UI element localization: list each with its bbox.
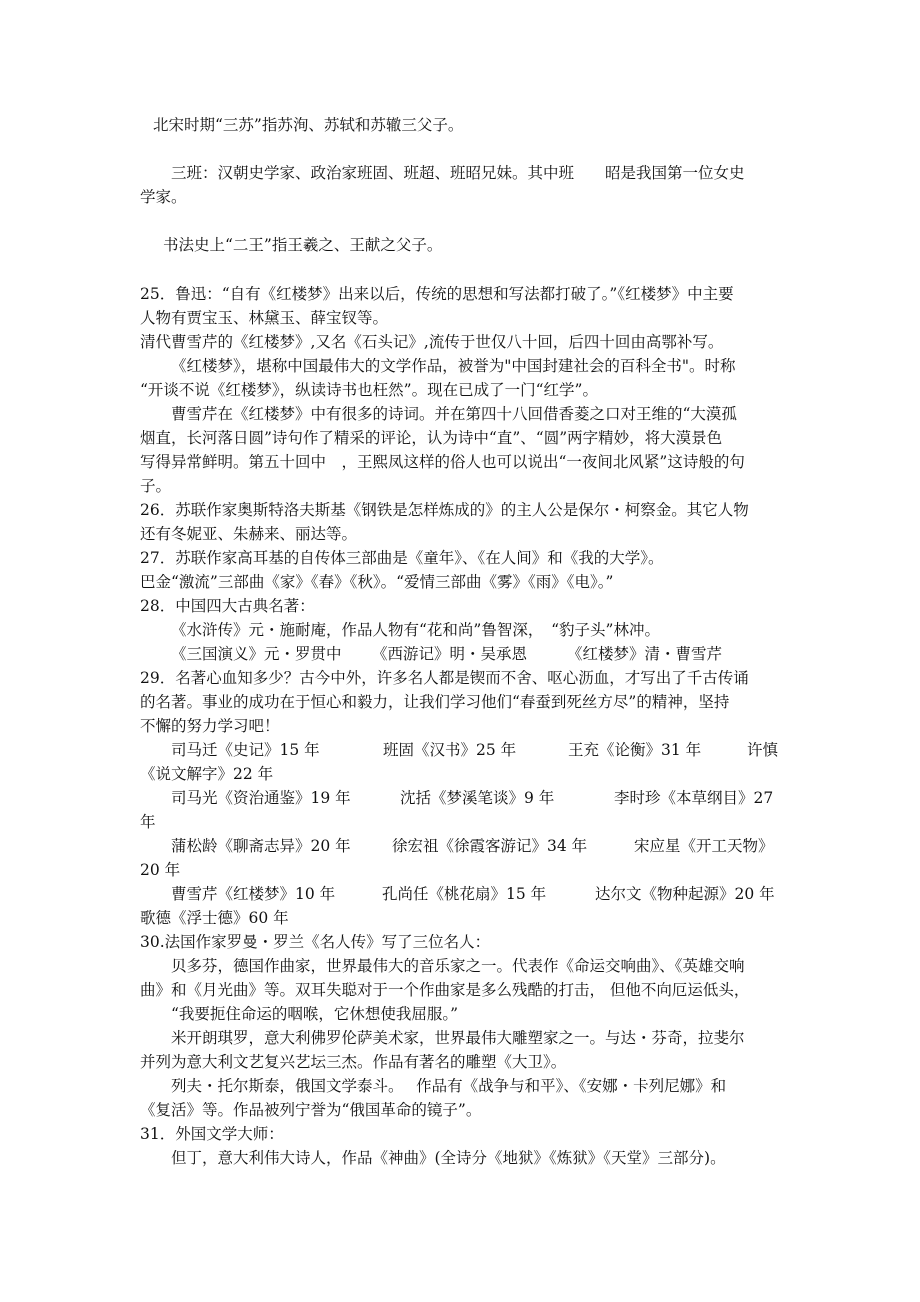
text-line: 30.法国作家罗曼・罗兰《名人传》写了三位名人：: [140, 933, 491, 951]
text-line: 贝多芬，德国作曲家，世界最伟大的音乐家之一。代表作《命运交响曲》、《英雄交响: [171, 957, 745, 975]
row-cell: 蒲松龄《聊斋志异》20 年: [171, 837, 351, 855]
text-line: “开谈不说《红楼梦》，纵读诗书也枉然”。现在已成了一门“红学”。: [140, 381, 598, 399]
text-line: 《说文解字》22 年: [140, 765, 274, 783]
text-line: 巴金“激流”三部曲《家》《春》《秋》。“爱情三部曲《雾》《雨》《电》。”: [140, 573, 614, 591]
row-cell: 沈括《梦溪笔谈》9 年: [400, 789, 555, 807]
text-line: 20 年: [140, 861, 181, 879]
text-line: 人物有贾宝玉、林黛玉、薛宝钗等。: [140, 309, 389, 327]
text-line: 三班：汉朝史学家、政治家班固、班超、班昭兄妹。其中班 昭是我国第一位女史: [171, 164, 745, 182]
row-cell: 王充《论衡》31 年: [568, 741, 702, 759]
row-cell: 许慎: [747, 741, 779, 759]
row-cell: 宋应星《开工天物》: [634, 837, 774, 855]
text-line: 但丁，意大利伟大诗人，作品《神曲》(全诗分《地狱》《炼狱》《天堂》三部分)。: [171, 1149, 726, 1167]
text-line: 子。: [140, 477, 172, 495]
text-line: 31．外国文学大师：: [140, 1125, 284, 1143]
text-line: 的名著。事业的成功在于恒心和毅力，让我们学习他们“春蚕到死丝方尽”的精神，坚持: [140, 693, 730, 711]
text-line: 年: [140, 813, 156, 831]
text-line: 清代曹雪芹的《红楼梦》,又名《石头记》,流传于世仅八十回，后四十回由高鄂补写。: [140, 333, 724, 351]
text-line: 烟直，长河落日圆”诗句作了精采的评论，认为诗中“直”、“圆”两字精妙，将大漠景色: [140, 429, 723, 447]
row-cell: 李时珍《本草纲目》27: [614, 789, 774, 807]
text-line: 学家。: [140, 188, 187, 206]
text-line: 并列为意大利文艺复兴艺坛三杰。作品有著名的雕塑《大卫》。: [140, 1053, 567, 1071]
row-cell: 孔尚任《桃花扇》15 年: [382, 885, 547, 903]
row-cell: 曹雪芹《红楼梦》10 年: [171, 885, 336, 903]
text-line: 写得异常鲜明。第五十回中 ，王熙凤这样的俗人也可以说出“一夜间北风紧”这诗般的句: [140, 453, 745, 471]
row-cell: 《三国演义》元・罗贯中: [171, 645, 342, 663]
text-line: 28．中国四大古典名著：: [140, 597, 315, 615]
text-line: 曲》和《月光曲》等。双耳失聪对于一个作曲家是多么残酷的打击， 但他不向厄运低头，: [140, 981, 750, 999]
text-line: “我要扼住命运的咽喉，它休想使我屈服。”: [171, 1005, 459, 1023]
row-cell: 司马迁《史记》15 年: [171, 741, 320, 759]
row-cell: 达尔文《物种起源》20 年: [595, 885, 775, 903]
row-cell: 徐宏祖《徐霞客游记》34 年: [392, 837, 588, 855]
text-line: 26．苏联作家奥斯特洛夫斯基《钢铁是怎样炼成的》的主人公是保尔・柯察金。其它人物: [140, 501, 749, 519]
text-line: 《红楼梦》，堪称中国最伟大的文学作品，被誉为"中国封建社会的百科全书"。时称: [171, 357, 736, 375]
row-cell: 班固《汉书》25 年: [383, 741, 517, 759]
row-cell: 司马光《资治通鉴》19 年: [171, 789, 351, 807]
text-line: 29．名著心血知多少？古今中外，许多名人都是锲而不舍、呕心沥血，才写出了千古传诵: [140, 669, 749, 687]
text-line: 歌德《浮士德》60 年: [140, 909, 289, 927]
text-line: 曹雪芹在《红楼梦》中有很多的诗词。并在第四十八回借香菱之口对王维的“大漠孤: [171, 405, 737, 423]
row-cell: 《西游记》明・吴承恩: [372, 645, 528, 663]
text-line: 不懈的努力学习吧！: [140, 717, 280, 735]
text-line: 《水浒传》元・施耐庵，作品人物有“花和尚”鲁智深， “豹子头”林冲。: [171, 621, 660, 639]
text-line: 书法史上“二王”指王羲之、王献之父子。: [163, 236, 443, 254]
row-cell: 《红楼梦》清・曹雪芹: [567, 645, 723, 663]
text-line: 25．鲁迅：“自有《红楼梦》出来以后，传统的思想和写法都打破了。”《红楼梦》中主要: [140, 285, 734, 303]
text-line: 《复活》等。作品被列宁誉为“俄国革命的镜子”。: [140, 1101, 482, 1119]
text-line: 列夫・托尔斯泰，俄国文学泰斗。 作品有《战争与和平》、《安娜・卡列尼娜》和: [171, 1077, 727, 1095]
text-line: 北宋时期“三苏”指苏洵、苏轼和苏辙三父子。: [153, 116, 464, 134]
text-line: 还有冬妮亚、朱赫来、丽达等。: [140, 525, 358, 543]
text-line: 米开朗琪罗，意大利佛罗伦萨美术家，世界最伟大雕塑家之一。与达・芬奇，拉斐尔: [171, 1029, 745, 1047]
text-line: 27．苏联作家高耳基的自传体三部曲是《童年》、《在人间》和《我的大学》。: [140, 549, 664, 567]
